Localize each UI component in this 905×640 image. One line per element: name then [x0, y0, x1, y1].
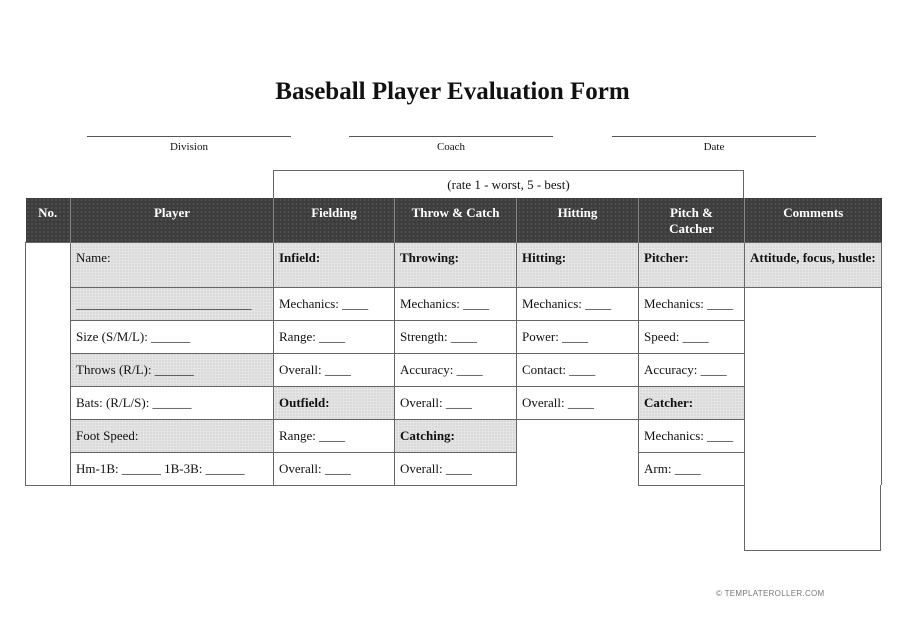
fielding-range[interactable]: Range: ____ [274, 320, 395, 353]
coach-label: Coach [436, 141, 466, 153]
rating-note: (rate 1 - worst, 5 - best) [273, 170, 744, 198]
header-throw-catch: Throw & Catch [395, 198, 517, 242]
table-row [26, 287, 882, 320]
hitting-contact[interactable]: Contact: ____ [517, 353, 639, 386]
catcher-label: Catcher: [639, 386, 745, 419]
pitcher-label: Pitcher: [639, 242, 745, 287]
header-comments: Comments [745, 198, 882, 242]
player-size[interactable]: Size (S/M/L): ______ [71, 320, 274, 353]
throwing-label: Throwing: [395, 242, 517, 287]
throw-mechanics[interactable]: Mechanics: ____ [395, 287, 517, 320]
player-foot-speed[interactable]: Foot Speed: [71, 419, 274, 452]
hitting-label: Hitting: [517, 242, 639, 287]
header-fielding: Fielding [274, 198, 395, 242]
hitting-power[interactable]: Power: ____ [517, 320, 639, 353]
throw-accuracy[interactable]: Accuracy: ____ [395, 353, 517, 386]
header-no: No. [26, 198, 71, 242]
page-title: Baseball Player Evaluation Form [275, 78, 630, 105]
player-name-line[interactable]: ___________________________ [71, 287, 274, 320]
catcher-mechanics[interactable]: Mechanics: ____ [639, 419, 745, 452]
hitting-empty [517, 419, 639, 452]
throw-strength[interactable]: Strength: ____ [395, 320, 517, 353]
pitch-mechanics[interactable]: Mechanics: ____ [639, 287, 745, 320]
fielding-outfield: Outfield: [274, 386, 395, 419]
date-field[interactable] [612, 128, 816, 153]
comments-area-extension[interactable] [744, 485, 881, 551]
player-base-times[interactable]: Hm-1B: ______ 1B-3B: ______ [71, 452, 274, 485]
outfield-overall[interactable]: Overall: ____ [274, 452, 395, 485]
player-name-label[interactable]: Name: [71, 242, 274, 287]
hitting-mechanics[interactable]: Mechanics: ____ [517, 287, 639, 320]
comments-label: Attitude, focus, hustle: [745, 242, 882, 287]
fielding-overall[interactable]: Overall: ____ [274, 353, 395, 386]
header-hitting: Hitting [517, 198, 639, 242]
watermark: © TEMPLATEROLLER.COM [716, 589, 825, 598]
no-cell[interactable] [26, 242, 71, 485]
header-player: Player [71, 198, 274, 242]
division-field[interactable] [87, 128, 291, 153]
fielding-infield: Infield: [274, 242, 395, 287]
header-pitch-catcher: Pitch & Catcher [639, 198, 745, 242]
catcher-arm[interactable]: Arm: ____ [639, 452, 745, 485]
pitch-accuracy[interactable]: Accuracy: ____ [639, 353, 745, 386]
catching-label: Catching: [395, 419, 517, 452]
pitch-speed[interactable]: Speed: ____ [639, 320, 745, 353]
division-label: Division [170, 141, 208, 153]
date-line[interactable] [612, 128, 816, 137]
comments-area[interactable] [745, 287, 882, 485]
evaluation-table [25, 198, 882, 486]
fielding-mechanics[interactable]: Mechanics: ____ [274, 287, 395, 320]
table-row [26, 242, 882, 287]
coach-field[interactable] [349, 128, 553, 153]
division-line[interactable] [87, 128, 291, 137]
player-bats[interactable]: Bats: (R/L/S): ______ [71, 386, 274, 419]
header-row [26, 198, 882, 242]
coach-line[interactable] [349, 128, 553, 137]
throw-overall[interactable]: Overall: ____ [395, 386, 517, 419]
player-throws[interactable]: Throws (R/L): ______ [71, 353, 274, 386]
date-label: Date [703, 141, 725, 153]
hitting-empty-2 [517, 452, 639, 485]
outfield-range[interactable]: Range: ____ [274, 419, 395, 452]
catching-overall[interactable]: Overall: ____ [395, 452, 517, 485]
hitting-overall[interactable]: Overall: ____ [517, 386, 639, 419]
